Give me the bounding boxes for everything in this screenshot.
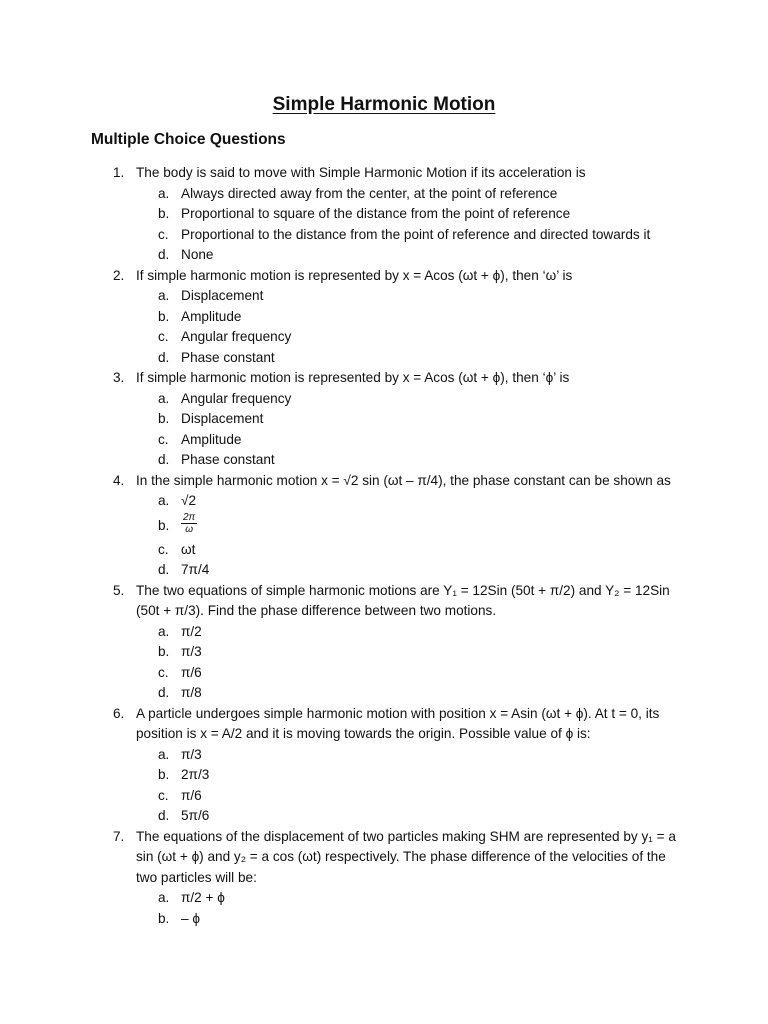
- option-text: – ϕ: [181, 910, 200, 926]
- option-text: π/3: [181, 746, 202, 762]
- option-text: 5π/6: [181, 808, 210, 823]
- option-text: π/8: [181, 685, 202, 700]
- option-text: Angular frequency: [181, 329, 292, 344]
- option-letter: a.: [158, 288, 170, 303]
- option-text: Angular frequency: [181, 390, 292, 406]
- answer-option: [0, 540, 768, 561]
- option-letter: b.: [158, 308, 170, 324]
- answer-option: [0, 225, 768, 246]
- option-letter: d.: [158, 247, 170, 262]
- option-letter: d.: [158, 562, 170, 577]
- question-text: If simple harmonic motion is represented by x = Acos (ωt + ϕ), then ‘ϕ’ is: [136, 370, 570, 385]
- answer-option: [0, 663, 768, 684]
- option-text: π/3: [181, 644, 202, 659]
- answer-option: [0, 765, 768, 786]
- option-letter: b.: [158, 644, 170, 659]
- question-text: If simple harmonic motion is represented by x = Acos (ωt + ϕ), then ‘ω’ is: [136, 267, 573, 283]
- option-text: ωt: [181, 541, 196, 557]
- option-letter: b.: [158, 206, 170, 221]
- option-text: Amplitude: [181, 308, 242, 324]
- option-letter: d.: [158, 685, 170, 700]
- option-text: π/2: [181, 623, 202, 639]
- question-number: 7.: [113, 828, 125, 844]
- fraction-denominator: ω: [185, 524, 194, 536]
- answer-option: [0, 286, 768, 307]
- question-item: [0, 368, 768, 389]
- option-text: Amplitude: [181, 431, 242, 447]
- answer-option: [0, 909, 768, 930]
- option-text: Phase constant: [181, 349, 275, 365]
- question-item: [0, 266, 768, 287]
- answer-option: [0, 307, 768, 328]
- answer-option: [0, 683, 768, 704]
- answer-option: [0, 745, 768, 766]
- question-number: 6.: [113, 705, 125, 721]
- option-letter: a.: [158, 185, 170, 201]
- option-letter: a.: [158, 390, 170, 406]
- option-text: Displacement: [181, 411, 264, 426]
- option-letter: c.: [158, 431, 169, 447]
- answer-option: [0, 491, 768, 512]
- answer-option: [0, 450, 768, 471]
- answer-option: [0, 512, 768, 540]
- option-letter: c.: [158, 541, 169, 557]
- option-text: 7π/4: [181, 562, 210, 577]
- answer-option: [0, 430, 768, 451]
- option-text: Displacement: [181, 288, 264, 303]
- option-letter: a.: [158, 890, 170, 905]
- section-heading: Multiple Choice Questions: [91, 131, 286, 148]
- option-letter: b.: [158, 411, 170, 426]
- answer-option: [0, 409, 768, 430]
- option-letter: a.: [158, 623, 170, 639]
- option-text: √2: [181, 493, 197, 508]
- option-letter: b.: [158, 517, 170, 533]
- question-number: 3.: [113, 370, 125, 385]
- option-letter: a.: [158, 493, 170, 508]
- answer-option: [0, 622, 768, 643]
- option-letter: d.: [158, 349, 170, 365]
- question-text: The equations of the displacement of two particles making SHM are represented by y₁ = a sin (ωt + ϕ) and y₂ = a cos (ωt) respectively. The phase difference of the velocities of the two particles will be:: [136, 828, 676, 885]
- option-letter: a.: [158, 746, 170, 762]
- option-letter: b.: [158, 767, 170, 782]
- option-text: Proportional to square of the distance from the point of reference: [181, 206, 571, 221]
- option-text: Always directed away from the center, at the point of reference: [181, 185, 558, 201]
- option-letter: d.: [158, 452, 170, 467]
- answer-option: [0, 204, 768, 225]
- option-text: π/6: [181, 664, 202, 680]
- question-item: [0, 471, 768, 492]
- answer-option: [0, 348, 768, 369]
- answer-option: [0, 184, 768, 205]
- option-letter: c.: [158, 226, 169, 242]
- option-letter: c.: [158, 664, 169, 680]
- answer-option: [0, 560, 768, 581]
- option-letter: c.: [158, 787, 169, 803]
- answer-option: [0, 642, 768, 663]
- answer-option: [0, 806, 768, 827]
- option-letter: b.: [158, 910, 170, 926]
- option-text: π/6: [181, 787, 202, 803]
- question-number: 2.: [113, 267, 125, 283]
- question-number: 1.: [113, 165, 125, 180]
- question-item: [0, 581, 768, 622]
- question-text: The body is said to move with Simple Harmonic Motion if its acceleration is: [136, 165, 586, 180]
- question-number: 5.: [113, 582, 125, 598]
- option-text: Phase constant: [181, 452, 275, 467]
- option-text: Proportional to the distance from the point of reference and directed towards it: [181, 226, 651, 242]
- answer-option: [0, 245, 768, 266]
- option-letter: c.: [158, 329, 169, 344]
- answer-option: [0, 327, 768, 348]
- answer-option: [0, 786, 768, 807]
- question-list: [0, 163, 768, 929]
- fraction: [181, 512, 197, 535]
- fraction-numerator: 2π: [183, 512, 196, 524]
- question-text: The two equations of simple harmonic motions are Y₁ = 12Sin (50t + π/2) and Y₂ = 12Sin (50t + π/3). Find the phase difference between two motions.: [136, 582, 670, 618]
- answer-option: [0, 888, 768, 909]
- question-text: A particle undergoes simple harmonic motion with position x = Asin (ωt + ϕ). At t = 0, its position is x = A/2 and it is moving towards the origin. Possible value of ϕ is:: [136, 705, 660, 741]
- page-title: Simple Harmonic Motion: [272, 94, 496, 115]
- option-text: π/2 + ϕ: [181, 890, 225, 905]
- question-item: [0, 704, 768, 745]
- answer-option: [0, 389, 768, 410]
- question-number: 4.: [113, 472, 125, 488]
- question-text: In the simple harmonic motion x = √2 sin (ωt – π/4), the phase constant can be shown as: [136, 472, 671, 488]
- question-item: [0, 827, 768, 889]
- option-text: None: [181, 247, 214, 262]
- question-item: [0, 163, 768, 184]
- option-text: 2π/3: [181, 767, 210, 782]
- option-letter: d.: [158, 808, 170, 823]
